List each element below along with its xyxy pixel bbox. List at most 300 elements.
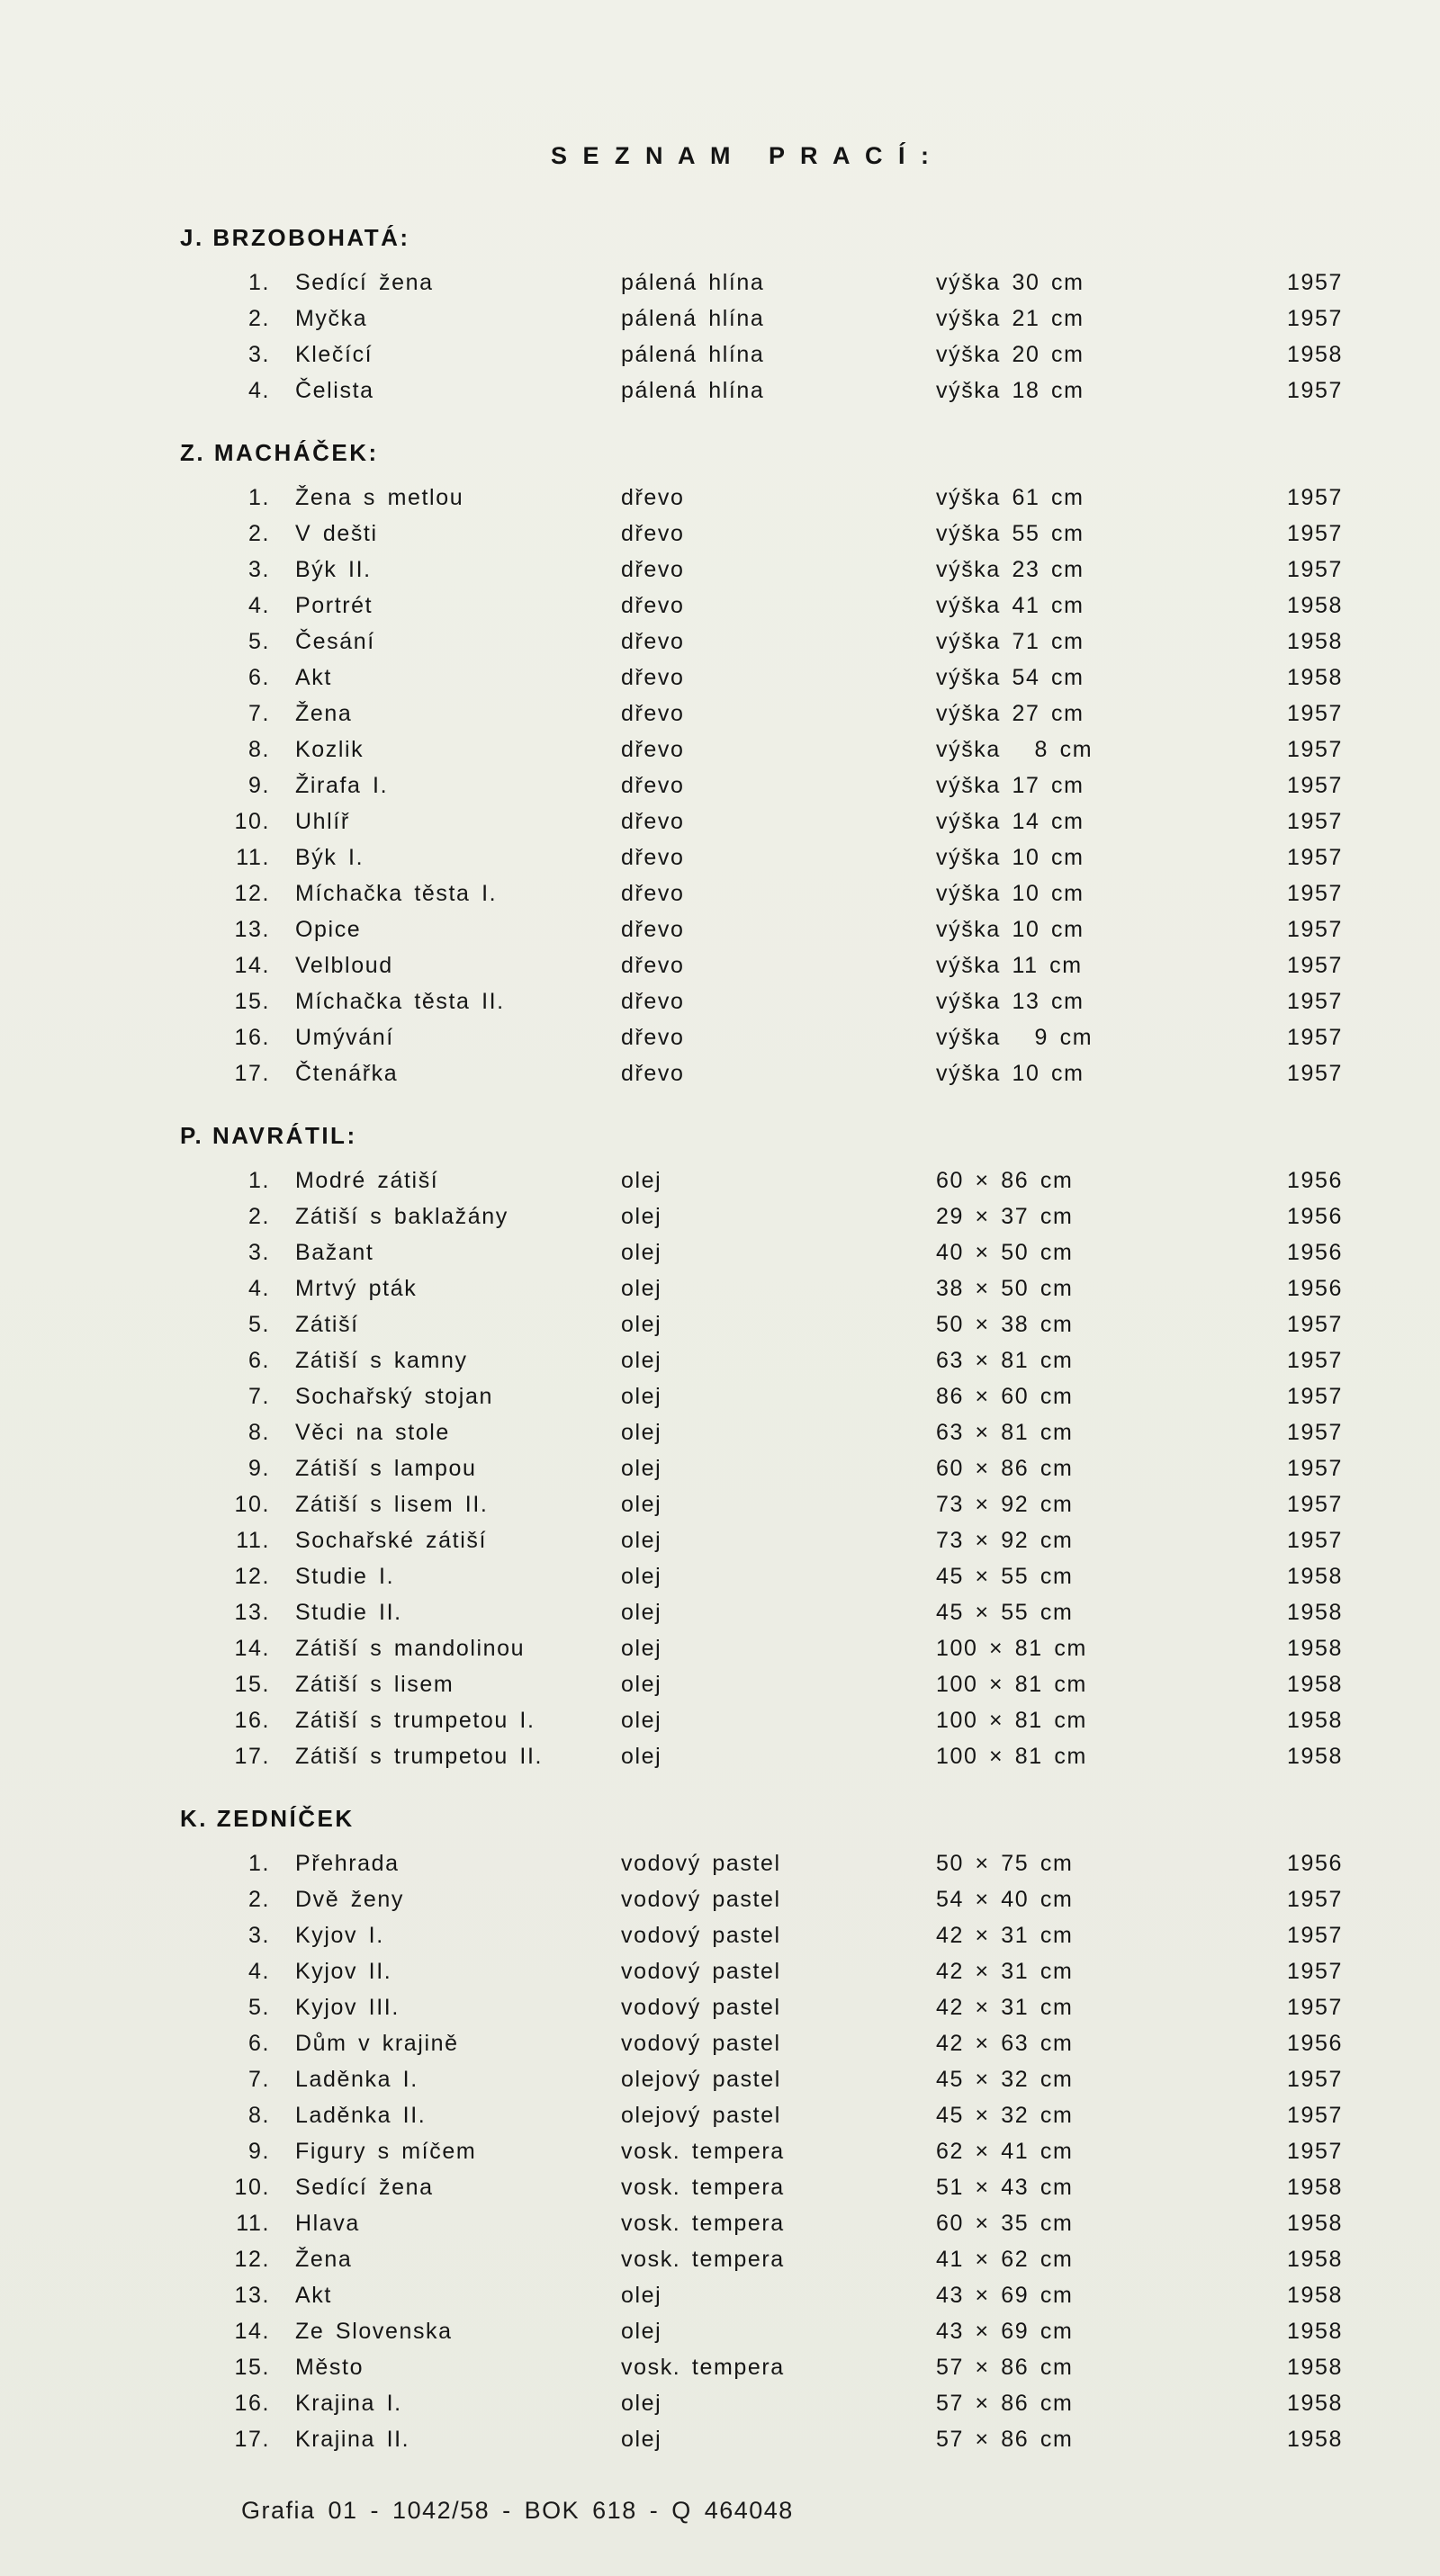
work-row (0, 2421, 1440, 2457)
work-year: 1957 (1287, 1025, 1344, 1050)
work-year: 1957 (1287, 1384, 1344, 1409)
work-year: 1958 (1287, 1708, 1344, 1733)
work-row (0, 2277, 1440, 2313)
artist-heading: P. NAVRÁTIL: (180, 1122, 357, 1149)
work-row (0, 767, 1440, 803)
work-size: 45 × 32 cm (936, 2103, 1074, 2128)
work-title: Zátiší s mandolinou (295, 1636, 526, 1661)
work-size: výška 54 cm (936, 665, 1084, 690)
work-medium: dřevo (621, 665, 685, 690)
work-medium: olej (621, 1168, 662, 1193)
work-year: 1958 (1287, 2319, 1344, 2344)
work-number: 8. (248, 737, 270, 762)
work-title: Klečící (295, 342, 374, 367)
work-size: 42 × 31 cm (936, 1995, 1074, 2020)
work-number: 6. (248, 1348, 270, 1373)
work-medium: dřevo (621, 989, 685, 1014)
work-title: Laděnka I. (295, 2067, 418, 2092)
work-title: Žirafa I. (295, 773, 389, 798)
work-row (0, 588, 1440, 624)
work-size: výška 18 cm (936, 378, 1084, 403)
work-title: Krajina II. (295, 2427, 410, 2452)
work-row (0, 1738, 1440, 1774)
work-title: Zátiší s trumpetou II. (295, 1744, 544, 1769)
work-row (0, 372, 1440, 408)
work-title: Studie II. (295, 1600, 402, 1625)
work-title: Kyjov II. (295, 1959, 392, 1984)
work-size: 62 × 41 cm (936, 2139, 1074, 2164)
work-number: 7. (248, 701, 270, 726)
work-row (0, 1450, 1440, 1486)
work-medium: dřevo (621, 881, 685, 906)
work-year: 1957 (1287, 306, 1344, 331)
work-medium: olej (621, 1348, 662, 1373)
work-year: 1957 (1287, 773, 1344, 798)
work-title: Myčka (295, 306, 368, 331)
work-year: 1958 (1287, 2247, 1344, 2272)
work-size: výška 14 cm (936, 809, 1084, 834)
work-medium: dřevo (621, 521, 685, 546)
work-size: 40 × 50 cm (936, 1240, 1074, 1265)
work-row (0, 1414, 1440, 1450)
work-number: 1. (248, 270, 270, 295)
work-row (0, 1630, 1440, 1666)
work-year: 1957 (1287, 1456, 1344, 1481)
work-year: 1957 (1287, 1959, 1344, 1984)
work-title: Kozlik (295, 737, 364, 762)
work-title: Zátiší s kamny (295, 1348, 468, 1373)
work-year: 1957 (1287, 378, 1344, 403)
work-medium: dřevo (621, 773, 685, 798)
work-number: 3. (248, 342, 270, 367)
work-title: Žena (295, 2247, 353, 2272)
work-year: 1958 (1287, 342, 1344, 367)
work-medium: dřevo (621, 917, 685, 942)
work-number: 16. (234, 2391, 270, 2416)
work-size: 50 × 75 cm (936, 1851, 1074, 1876)
work-row (0, 516, 1440, 552)
work-year: 1958 (1287, 2427, 1344, 2452)
work-row (0, 947, 1440, 983)
work-number: 15. (234, 989, 270, 1014)
work-title: Laděnka II. (295, 2103, 427, 2128)
work-title: Česání (295, 629, 375, 654)
work-medium: dřevo (621, 809, 685, 834)
work-number: 2. (248, 1204, 270, 1229)
work-row (0, 696, 1440, 732)
work-row (0, 552, 1440, 588)
work-number: 7. (248, 1384, 270, 1409)
work-row (0, 1486, 1440, 1522)
work-title: Sedící žena (295, 2175, 434, 2200)
work-number: 4. (248, 1276, 270, 1301)
work-number: 9. (248, 2139, 270, 2164)
work-title: Krajina I. (295, 2391, 402, 2416)
work-number: 11. (236, 2211, 270, 2236)
work-year: 1957 (1287, 1528, 1344, 1553)
work-row (0, 1162, 1440, 1198)
work-row (0, 2385, 1440, 2421)
work-title: Akt (295, 2283, 332, 2308)
work-year: 1958 (1287, 2283, 1344, 2308)
artist-heading: K. ZEDNÍČEK (180, 1805, 355, 1832)
work-row (0, 803, 1440, 839)
work-year: 1957 (1287, 2103, 1344, 2128)
work-year: 1956 (1287, 2031, 1344, 2056)
work-size: 60 × 86 cm (936, 1168, 1074, 1193)
work-row (0, 1594, 1440, 1630)
work-year: 1957 (1287, 1887, 1344, 1912)
work-medium: vodový pastel (621, 1923, 781, 1948)
work-row (0, 2097, 1440, 2133)
work-medium: vodový pastel (621, 1959, 781, 1984)
work-row (0, 2025, 1440, 2061)
work-year: 1958 (1287, 1564, 1344, 1589)
work-medium: olejový pastel (621, 2103, 781, 2128)
work-title: Býk I. (295, 845, 364, 870)
work-title: Zátiší s trumpetou I. (295, 1708, 536, 1733)
work-size: 63 × 81 cm (936, 1348, 1074, 1373)
work-medium: olej (621, 1708, 662, 1733)
work-number: 12. (234, 1564, 270, 1589)
work-size: 57 × 86 cm (936, 2391, 1074, 2416)
work-row (0, 1558, 1440, 1594)
work-year: 1956 (1287, 1851, 1344, 1876)
work-row (0, 1953, 1440, 1989)
work-size: 42 × 31 cm (936, 1959, 1074, 1984)
work-title: Sochařský stojan (295, 1384, 493, 1409)
work-size: výška 61 cm (936, 485, 1084, 510)
work-number: 12. (234, 2247, 270, 2272)
work-title: Přehrada (295, 1851, 400, 1876)
work-title: Umývání (295, 1025, 394, 1050)
work-year: 1957 (1287, 737, 1344, 762)
work-year: 1958 (1287, 593, 1344, 618)
work-medium: olej (621, 1240, 662, 1265)
work-number: 4. (248, 1959, 270, 1984)
work-size: výška 23 cm (936, 557, 1084, 582)
work-row (0, 1845, 1440, 1881)
work-title: Bažant (295, 1240, 374, 1265)
work-size: 57 × 86 cm (936, 2427, 1074, 2452)
work-number: 5. (248, 1312, 270, 1337)
work-number: 7. (248, 2067, 270, 2092)
work-number: 16. (234, 1025, 270, 1050)
work-year: 1958 (1287, 629, 1344, 654)
work-size: výška 41 cm (936, 593, 1084, 618)
work-size: výška 27 cm (936, 701, 1084, 726)
work-row (0, 2169, 1440, 2205)
work-number: 15. (234, 2355, 270, 2380)
work-number: 13. (234, 917, 270, 942)
work-medium: pálená hlína (621, 342, 765, 367)
work-row (0, 1234, 1440, 1270)
work-number: 3. (248, 557, 270, 582)
work-title: Portrét (295, 593, 374, 618)
work-size: 73 × 92 cm (936, 1492, 1074, 1517)
work-medium: dřevo (621, 953, 685, 978)
work-year: 1956 (1287, 1276, 1344, 1301)
work-number: 2. (248, 521, 270, 546)
work-medium: olej (621, 1312, 662, 1337)
work-row (0, 265, 1440, 301)
work-title: Zátiší s lisem (295, 1672, 454, 1697)
work-year: 1957 (1287, 1348, 1344, 1373)
work-number: 12. (234, 881, 270, 906)
work-number: 4. (248, 378, 270, 403)
work-title: Mrtvý pták (295, 1276, 418, 1301)
work-number: 9. (248, 773, 270, 798)
work-title: Kyjov III. (295, 1995, 400, 2020)
work-year: 1957 (1287, 845, 1344, 870)
work-number: 6. (248, 665, 270, 690)
work-medium: vosk. tempera (621, 2247, 785, 2272)
work-year: 1957 (1287, 1923, 1344, 1948)
work-row (0, 2313, 1440, 2349)
work-size: 60 × 86 cm (936, 1456, 1074, 1481)
work-medium: dřevo (621, 593, 685, 618)
work-size: výška 20 cm (936, 342, 1084, 367)
work-number: 14. (234, 1636, 270, 1661)
work-row (0, 732, 1440, 767)
work-year: 1957 (1287, 1492, 1344, 1517)
work-year: 1957 (1287, 270, 1344, 295)
work-size: 100 × 81 cm (936, 1636, 1087, 1661)
work-size: 42 × 63 cm (936, 2031, 1074, 2056)
work-size: 29 × 37 cm (936, 1204, 1074, 1229)
work-medium: olej (621, 1204, 662, 1229)
work-medium: olej (621, 1564, 662, 1589)
work-row (0, 2133, 1440, 2169)
work-title: Sedící žena (295, 270, 434, 295)
work-medium: dřevo (621, 845, 685, 870)
work-row (0, 1702, 1440, 1738)
work-medium: olej (621, 1600, 662, 1625)
work-number: 5. (248, 1995, 270, 2020)
work-row (0, 1055, 1440, 1091)
work-number: 8. (248, 2103, 270, 2128)
work-medium: vodový pastel (621, 2031, 781, 2056)
work-title: Sochařské zátiší (295, 1528, 488, 1553)
work-size: výška 10 cm (936, 1061, 1084, 1086)
work-medium: dřevo (621, 701, 685, 726)
work-medium: vosk. tempera (621, 2211, 785, 2236)
work-medium: vodový pastel (621, 1851, 781, 1876)
work-size: 45 × 55 cm (936, 1564, 1074, 1589)
work-year: 1958 (1287, 2355, 1344, 2380)
work-year: 1957 (1287, 557, 1344, 582)
work-size: 43 × 69 cm (936, 2283, 1074, 2308)
work-title: Čtenářka (295, 1061, 399, 1086)
work-size: výška 13 cm (936, 989, 1084, 1014)
work-row (0, 2061, 1440, 2097)
work-number: 2. (248, 306, 270, 331)
work-number: 1. (248, 1168, 270, 1193)
work-size: 73 × 92 cm (936, 1528, 1074, 1553)
work-title: Kyjov I. (295, 1923, 384, 1948)
work-medium: dřevo (621, 1025, 685, 1050)
work-title: Akt (295, 665, 332, 690)
work-size: 51 × 43 cm (936, 2175, 1074, 2200)
work-medium: olej (621, 2391, 662, 2416)
work-row (0, 1917, 1440, 1953)
work-medium: olej (621, 1456, 662, 1481)
work-year: 1957 (1287, 809, 1344, 834)
work-title: Uhlíř (295, 809, 350, 834)
work-row (0, 2349, 1440, 2385)
work-number: 11. (236, 1528, 270, 1553)
work-size: 86 × 60 cm (936, 1384, 1074, 1409)
work-size: výška 10 cm (936, 917, 1084, 942)
work-row (0, 875, 1440, 911)
work-year: 1957 (1287, 1420, 1344, 1445)
work-size: výška 11 cm (936, 953, 1083, 978)
work-medium: olej (621, 1384, 662, 1409)
work-title: Ze Slovenska (295, 2319, 453, 2344)
work-medium: dřevo (621, 737, 685, 762)
work-medium: vodový pastel (621, 1887, 781, 1912)
work-medium: vosk. tempera (621, 2355, 785, 2380)
work-number: 1. (248, 1851, 270, 1876)
work-size: 100 × 81 cm (936, 1708, 1087, 1733)
work-year: 1958 (1287, 2211, 1344, 2236)
work-medium: olej (621, 2319, 662, 2344)
work-year: 1957 (1287, 485, 1344, 510)
work-year: 1957 (1287, 521, 1344, 546)
work-number: 1. (248, 485, 270, 510)
work-year: 1957 (1287, 2139, 1344, 2164)
work-size: 57 × 86 cm (936, 2355, 1074, 2380)
work-size: výška 30 cm (936, 270, 1084, 295)
work-title: Čelista (295, 378, 374, 403)
work-year: 1956 (1287, 1204, 1344, 1229)
work-row (0, 1522, 1440, 1558)
work-size: 45 × 55 cm (936, 1600, 1074, 1625)
work-title: Opice (295, 917, 362, 942)
work-medium: olejový pastel (621, 2067, 781, 2092)
work-number: 2. (248, 1887, 270, 1912)
work-number: 6. (248, 2031, 270, 2056)
work-row (0, 1198, 1440, 1234)
work-row (0, 2205, 1440, 2241)
work-row (0, 839, 1440, 875)
work-row (0, 660, 1440, 696)
work-title: Figury s míčem (295, 2139, 477, 2164)
work-row (0, 1881, 1440, 1917)
work-medium: pálená hlína (621, 270, 765, 295)
work-size: 63 × 81 cm (936, 1420, 1074, 1445)
work-medium: vosk. tempera (621, 2139, 785, 2164)
work-number: 10. (234, 1492, 270, 1517)
artist-section (0, 224, 1440, 408)
work-medium: dřevo (621, 629, 685, 654)
work-title: Studie I. (295, 1564, 395, 1589)
work-row (0, 1342, 1440, 1378)
work-title: Žena (295, 701, 353, 726)
work-year: 1957 (1287, 989, 1344, 1014)
work-number: 4. (248, 593, 270, 618)
work-title: Modré zátiší (295, 1168, 439, 1193)
work-medium: dřevo (621, 485, 685, 510)
works-list (0, 170, 1440, 2457)
work-number: 17. (234, 1744, 270, 1769)
work-row (0, 1666, 1440, 1702)
print-imprint: Grafia 01 - 1042/58 - BOK 618 - Q 464048 (241, 2497, 794, 2524)
work-title: Velbloud (295, 953, 393, 978)
work-medium: vodový pastel (621, 1995, 781, 2020)
work-year: 1958 (1287, 1600, 1344, 1625)
work-size: výška 8 cm (936, 737, 1094, 762)
work-number: 14. (234, 2319, 270, 2344)
work-size: výška 55 cm (936, 521, 1084, 546)
work-title: Zátiší s lampou (295, 1456, 477, 1481)
artist-section (0, 1122, 1440, 1774)
work-year: 1957 (1287, 953, 1344, 978)
work-number: 17. (234, 2427, 270, 2452)
work-row (0, 1378, 1440, 1414)
work-number: 5. (248, 629, 270, 654)
work-size: výška 71 cm (936, 629, 1084, 654)
work-title: Míchačka těsta I. (295, 881, 498, 906)
work-size: výška 17 cm (936, 773, 1084, 798)
work-year: 1958 (1287, 2175, 1344, 2200)
work-size: výška 9 cm (936, 1025, 1094, 1050)
work-medium: olej (621, 1420, 662, 1445)
work-row (0, 480, 1440, 516)
work-title: V dešti (295, 521, 378, 546)
work-title: Město (295, 2355, 364, 2380)
work-row (0, 624, 1440, 660)
work-medium: olej (621, 1492, 662, 1517)
work-title: Dům v krajině (295, 2031, 459, 2056)
work-size: 41 × 62 cm (936, 2247, 1074, 2272)
work-row (0, 301, 1440, 337)
work-size: výška 21 cm (936, 306, 1084, 331)
work-medium: olej (621, 1744, 662, 1769)
work-number: 3. (248, 1240, 270, 1265)
work-row (0, 1270, 1440, 1306)
work-row (0, 1019, 1440, 1055)
work-year: 1958 (1287, 665, 1344, 690)
artist-section (0, 439, 1440, 1091)
work-number: 8. (248, 1420, 270, 1445)
work-title: Zátiší s baklažány (295, 1204, 508, 1229)
work-title: Hlava (295, 2211, 360, 2236)
work-year: 1957 (1287, 1995, 1344, 2020)
work-title: Býk II. (295, 557, 372, 582)
work-year: 1958 (1287, 1744, 1344, 1769)
work-medium: olej (621, 1672, 662, 1697)
work-year: 1957 (1287, 701, 1344, 726)
work-number: 14. (234, 953, 270, 978)
work-medium: dřevo (621, 1061, 685, 1086)
work-size: 38 × 50 cm (936, 1276, 1074, 1301)
work-row (0, 911, 1440, 947)
work-year: 1957 (1287, 2067, 1344, 2092)
work-row (0, 1989, 1440, 2025)
work-medium: olej (621, 1276, 662, 1301)
artist-section (0, 1805, 1440, 2457)
work-size: 100 × 81 cm (936, 1672, 1087, 1697)
work-size: 54 × 40 cm (936, 1887, 1074, 1912)
work-title: Dvě ženy (295, 1887, 405, 1912)
work-year: 1957 (1287, 881, 1344, 906)
work-size: 43 × 69 cm (936, 2319, 1074, 2344)
work-size: 45 × 32 cm (936, 2067, 1074, 2092)
work-row (0, 1306, 1440, 1342)
work-title: Zátiší s lisem II. (295, 1492, 489, 1517)
work-year: 1957 (1287, 1312, 1344, 1337)
